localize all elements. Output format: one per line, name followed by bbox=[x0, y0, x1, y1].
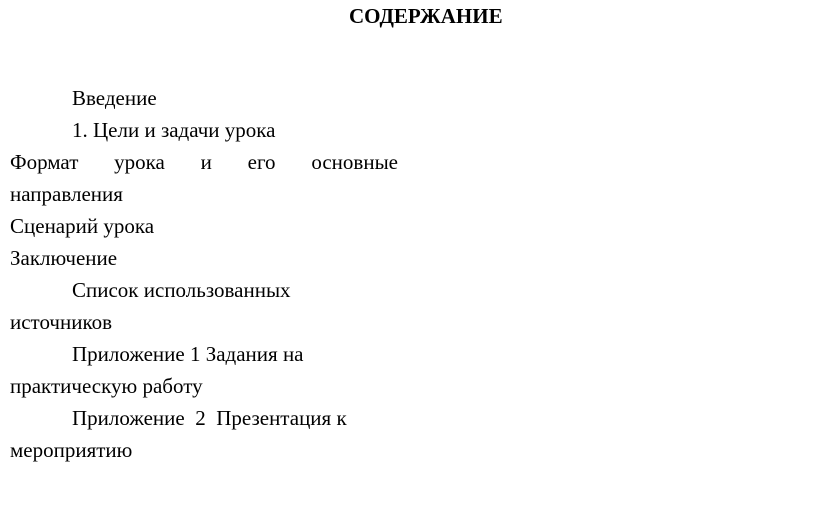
page-title: СОДЕРЖАНИЕ bbox=[349, 4, 503, 28]
toc-word: его bbox=[247, 150, 276, 174]
toc-item-scenario: Сценарий урока bbox=[10, 214, 155, 238]
toc-item-appendix-1: Приложение 1 Задания на bbox=[72, 342, 304, 366]
toc-item-sources-cont: источников bbox=[10, 310, 113, 334]
toc-item-format bbox=[10, 146, 398, 178]
toc-word: и bbox=[200, 150, 212, 174]
toc-word: Формат bbox=[10, 150, 79, 174]
toc-item-appendix-2-cont: мероприятию bbox=[10, 438, 133, 462]
toc-item-sources: Список использованных bbox=[72, 278, 291, 302]
toc-item-conclusion: Заключение bbox=[10, 246, 118, 270]
toc-item-goals: 1. Цели и задачи урока bbox=[72, 118, 276, 142]
toc-item-appendix-1-cont: практическую работу bbox=[10, 374, 203, 398]
table-of-contents bbox=[10, 82, 400, 466]
toc-item-format-cont: направления bbox=[10, 182, 123, 206]
toc-word: урока bbox=[114, 150, 165, 174]
toc-item-appendix-2: Приложение 2 Презентация к bbox=[72, 406, 347, 430]
toc-word: основные bbox=[311, 150, 398, 174]
toc-item-intro: Введение bbox=[72, 86, 157, 110]
